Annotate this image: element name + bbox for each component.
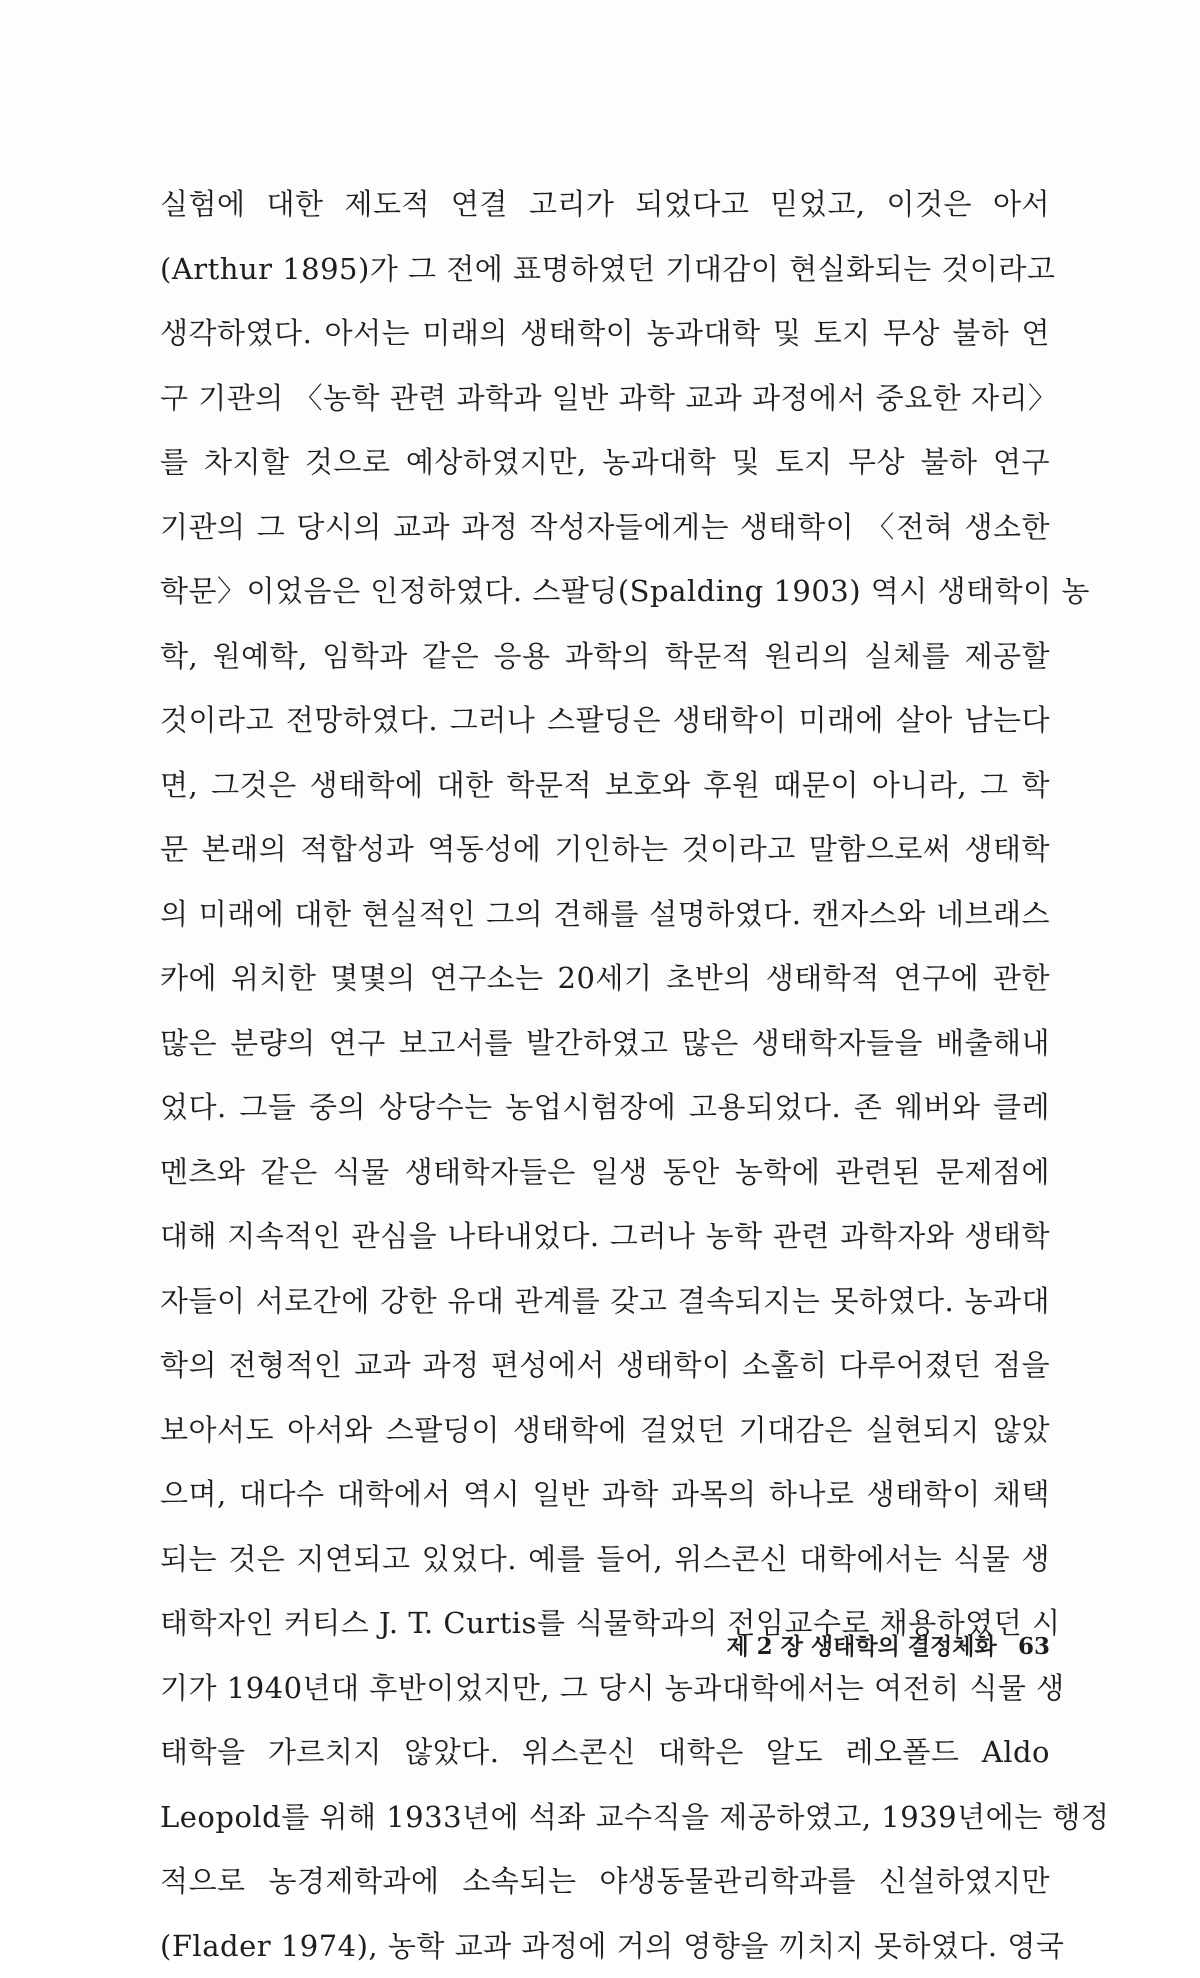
text-line: 태학을 가르치지 않았다. 위스콘신 대학은 알도 레오폴드 Aldo xyxy=(160,1720,1050,1785)
text-line: 적으로 농경제학과에 소속되는 야생동물관리학과를 신설하였지만 xyxy=(160,1849,1050,1914)
text-line: (Flader 1974), 농학 교과 과정에 거의 영향을 끼치지 못하였다. 영국 xyxy=(160,1914,1050,1978)
body-text xyxy=(160,172,1050,1978)
text-line: 으며, 대다수 대학에서 역시 일반 과학 과목의 하나로 생태학이 채택 xyxy=(160,1462,1050,1527)
text-line: 기관의 그 당시의 교과 과정 작성자들에게는 생태학이 〈전혀 생소한 xyxy=(160,495,1050,560)
text-line: 많은 분량의 연구 보고서를 발간하였고 많은 생태학자들을 배출해내 xyxy=(160,1011,1050,1076)
text-line: (Arthur 1895)가 그 전에 표명하였던 기대감이 현실화되는 것이라고 xyxy=(160,237,1050,302)
text-line: 보아서도 아서와 스팔딩이 생태학에 걸었던 기대감은 실현되지 않았 xyxy=(160,1398,1050,1463)
text-line: 멘츠와 같은 식물 생태학자들은 일생 동안 농학에 관련된 문제점에 xyxy=(160,1140,1050,1205)
text-line: 대해 지속적인 관심을 나타내었다. 그러나 농학 관련 과학자와 생태학 xyxy=(160,1204,1050,1269)
text-line: 카에 위치한 몇몇의 연구소는 20세기 초반의 생태학적 연구에 관한 xyxy=(160,946,1050,1011)
chapter-title: 제 2 장 생태학의 결정체화 xyxy=(726,1633,996,1660)
text-line: 의 미래에 대한 현실적인 그의 견해를 설명하였다. 캔자스와 네브래스 xyxy=(160,882,1050,947)
text-line: 면, 그것은 생태학에 대한 학문적 보호와 후원 때문이 아니라, 그 학 xyxy=(160,753,1050,818)
text-line: 생각하였다. 아서는 미래의 생태학이 농과대학 및 토지 무상 불하 연 xyxy=(160,301,1050,366)
text-line: 를 차지할 것으로 예상하였지만, 농과대학 및 토지 무상 불하 연구 xyxy=(160,430,1050,495)
text-line: Leopold를 위해 1933년에 석좌 교수직을 제공하였고, 1939년에는 행정 xyxy=(160,1785,1050,1850)
text-line: 기가 1940년대 후반이었지만, 그 당시 농과대학에서는 여전히 식물 생 xyxy=(160,1656,1050,1721)
page-number: 63 xyxy=(1018,1633,1050,1660)
text-line: 학, 원예학, 임학과 같은 응용 과학의 학문적 원리의 실체를 제공할 xyxy=(160,624,1050,689)
text-line: 되는 것은 지연되고 있었다. 예를 들어, 위스콘신 대학에서는 식물 생 xyxy=(160,1527,1050,1592)
text-line: 학문〉이었음은 인정하였다. 스팔딩(Spalding 1903) 역시 생태학이 농 xyxy=(160,559,1050,624)
text-line: 었다. 그들 중의 상당수는 농업시험장에 고용되었다. 존 웨버와 클레 xyxy=(160,1075,1050,1140)
text-line: 구 기관의 〈농학 관련 과학과 일반 과학 교과 과정에서 중요한 자리〉 xyxy=(160,366,1050,431)
text-line: 문 본래의 적합성과 역동성에 기인하는 것이라고 말함으로써 생태학 xyxy=(160,817,1050,882)
text-line: 것이라고 전망하였다. 그러나 스팔딩은 생태학이 미래에 살아 남는다 xyxy=(160,688,1050,753)
text-line: 태학자인 커티스 J. T. Curtis를 식물학과의 전임교수로 채용하였던 시 xyxy=(160,1591,1050,1656)
page-footer xyxy=(0,1628,1050,1661)
text-line: 실험에 대한 제도적 연결 고리가 되었다고 믿었고, 이것은 아서 xyxy=(160,172,1050,237)
text-line: 자들이 서로간에 강한 유대 관계를 갖고 결속되지는 못하였다. 농과대 xyxy=(160,1269,1050,1334)
text-line: 학의 전형적인 교과 과정 편성에서 생태학이 소홀히 다루어졌던 점을 xyxy=(160,1333,1050,1398)
